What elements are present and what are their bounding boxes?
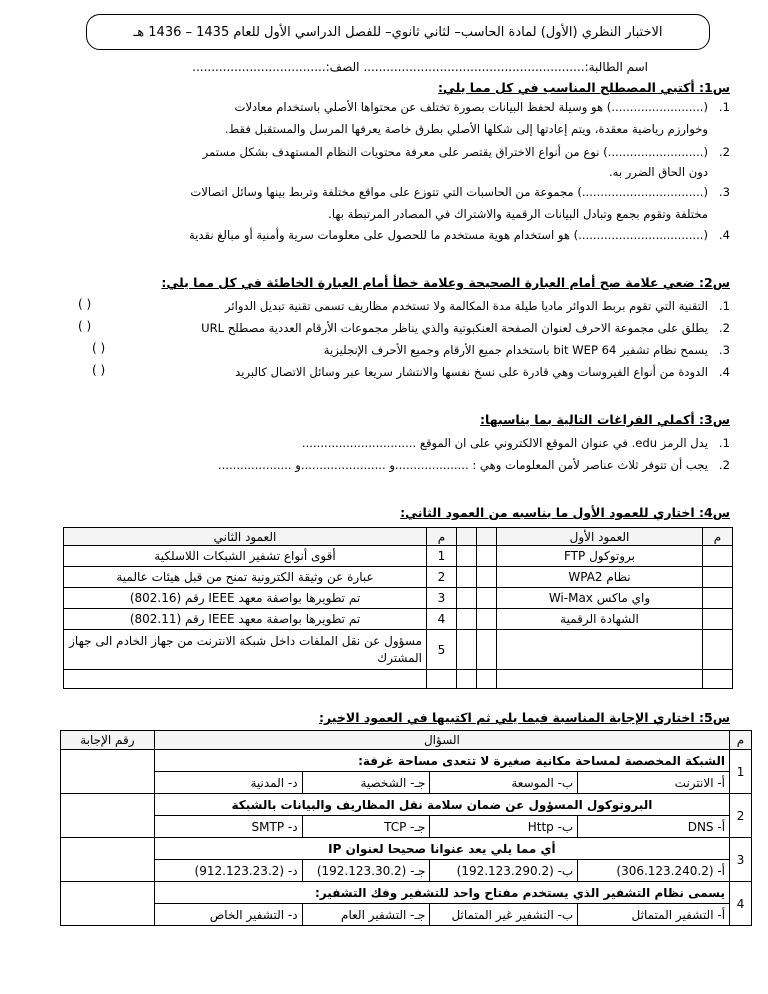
q2-text: يسمح نظام تشفير 64 bit WEP باستخدام جميع الأرقام وجميع الأحرف الإنجليزية <box>323 343 708 357</box>
q2-answer-box-1[interactable]: ( ) <box>78 297 92 311</box>
q4-blank <box>457 588 477 609</box>
q5-option[interactable]: أ- الانترنت <box>578 772 730 794</box>
q5-answer-cell[interactable] <box>61 794 155 838</box>
q1-line-1b <box>225 120 708 138</box>
q3-line-2 <box>218 456 730 474</box>
q5-header-question: السؤال <box>154 731 729 750</box>
q5-option[interactable]: د- المدنية <box>154 772 302 794</box>
student-info <box>192 60 648 74</box>
q4-cell <box>703 630 733 670</box>
q1-text: دون الحاق الضرر به. <box>608 165 708 179</box>
q4-col1-item: واي ماكس Wi-Max <box>497 588 703 609</box>
q4-col2-item: عبارة عن وثيقة الكترونية تمنح من قبل هيئات عالمية <box>64 567 427 588</box>
q5-option[interactable]: ب- Http <box>430 816 578 838</box>
q2-text: يطلق على مجموعة الاحرف لعنوان الصفحة العنكبوتية والذي يناظر مجموعات الأرقام العددية مصطلح URL <box>201 321 708 335</box>
q4-header-col1: العمود الأول <box>497 528 703 546</box>
q3-num: 1. <box>718 436 730 450</box>
q5-question: البروتوكول المسؤول عن ضمان سلامة نقل المظاريف والبيانات بالشبكة <box>154 794 729 816</box>
q5-question: الشبكة المخصصة لمساحة مكانية صغيرة لا تتعدى مساحة غرفة: <box>154 750 729 772</box>
q4-cell <box>703 567 733 588</box>
q5-option[interactable]: د- التشفير الخاص <box>154 904 302 926</box>
q5-option[interactable]: جـ- TCP <box>302 816 430 838</box>
q4-col2-item: أقوى أنواع تشفير الشبكات اللاسلكية <box>64 546 427 567</box>
q1-num: 3. <box>718 185 730 199</box>
q5-option[interactable]: أ- التشفير المتماثل <box>578 904 730 926</box>
q4-col1-item: نظام WPA2 <box>497 567 703 588</box>
q4-blank <box>457 528 477 546</box>
q5-mcq-table <box>60 730 752 926</box>
q1-line-1 <box>235 98 730 116</box>
q4-cell <box>703 609 733 630</box>
q4-col2-item: مسؤول عن نقل الملفات داخل شبكة الانترنت من جهاز الخادم الى جهاز المشترك <box>64 630 427 670</box>
q2-num: 3. <box>718 343 730 357</box>
q4-col2-num: 3 <box>427 588 457 609</box>
q2-num: 4. <box>718 365 730 379</box>
q2-answer-box-3[interactable]: ( ) <box>92 341 106 355</box>
q5-option[interactable]: ب- (192.123.290.2) <box>430 860 578 882</box>
q4-col2-num: 2 <box>427 567 457 588</box>
q5-item-num: 3 <box>730 838 752 882</box>
q4-col1-item <box>497 670 703 689</box>
q1-text: وخوارزم رياضية معقدة، ويتم إعادتها إلى شكلها الأصلي بطرق خاصة يعرفها المرسل والمستقبل فقط. <box>224 122 708 136</box>
q2-line-3 <box>324 341 730 359</box>
q5-question: يسمى نظام التشفير الذي يستخدم مفتاح واحد للتشفير وفك التشفير: <box>154 882 729 904</box>
exam-title-box <box>86 14 710 50</box>
student-class-label: الصف:................................... <box>192 60 360 74</box>
q3-num: 2. <box>718 458 730 472</box>
q4-answer-cell[interactable] <box>477 546 497 567</box>
q4-col2-num: 5 <box>427 630 457 670</box>
q1-line-3 <box>190 183 730 201</box>
q2-line-2 <box>201 319 730 337</box>
q4-answer-cell[interactable] <box>477 630 497 670</box>
q4-blank <box>457 567 477 588</box>
q5-item-num: 2 <box>730 794 752 838</box>
q4-blank <box>457 546 477 567</box>
q2-answer-box-2[interactable]: ( ) <box>78 319 92 333</box>
q4-col2-num <box>427 670 457 689</box>
q5-item-num: 4 <box>730 882 752 926</box>
q4-col2-num: 4 <box>427 609 457 630</box>
q4-answer-cell[interactable] <box>477 609 497 630</box>
q2-line-4 <box>235 363 730 381</box>
q1-text: (..........................) نوع من أنواع الاختراق يقتصر على معرفة محتويات النظام المستهدف بشكل مستمر <box>202 145 708 159</box>
q2-answer-box-4[interactable]: ( ) <box>92 363 106 377</box>
q4-blank <box>457 670 477 689</box>
q1-num: 1. <box>718 100 730 114</box>
q1-num: 4. <box>718 228 730 242</box>
q1-text: (..................................) هو استخدام هوية مستخدم ما للحصول على معلومات سرية وأمنية أو مبالغ نقدية <box>188 228 708 242</box>
q5-option[interactable]: جـ- الشخصية <box>302 772 430 794</box>
student-name-label: اسم الطالبة:.......................................................... <box>363 60 648 74</box>
q4-col1-item: بروتوكول FTP <box>497 546 703 567</box>
q2-line-1 <box>225 297 730 315</box>
q4-answer-cell[interactable] <box>477 670 497 689</box>
q2-num: 2. <box>718 321 730 335</box>
q3-text: يجب أن تتوفر ثلاث عناصر لأمن المعلومات وهي : ....................و .......................و .................... <box>217 458 708 472</box>
q4-cell <box>703 670 733 689</box>
q2-text: التقنية التي تقوم بربط الدوائر ماديا طيلة مدة المكالمة ولا تستخدم مظاريف تسمى تقنية تبديل الدوائر <box>224 299 708 313</box>
q4-col2-item: تم تطويرها بواصفة معهد IEEE رقم (802.16) <box>64 588 427 609</box>
q5-answer-cell[interactable] <box>61 750 155 794</box>
q4-col1-item <box>497 630 703 670</box>
q1-line-2b <box>609 163 708 181</box>
q4-header-m1: م <box>703 528 733 546</box>
q4-col2-num: 1 <box>427 546 457 567</box>
q4-col1-item: الشهادة الرقمية <box>497 609 703 630</box>
q4-cell <box>703 588 733 609</box>
q2-heading: س2: ضعي علامة صح أمام العبارة الصحيحة وعلامة خطأ أمام العبارة الخاطئة في كل مما يلي: <box>161 275 730 290</box>
q1-num: 2. <box>718 145 730 159</box>
q4-col2-item <box>64 670 427 689</box>
q5-answer-cell[interactable] <box>61 882 155 926</box>
q2-text: الدودة من أنواع الفيروسات وهي قادرة على نسخ نفسها والانتشار سريعا عبر وسائل الاتصال كالبريد <box>235 365 708 379</box>
q4-answer-cell[interactable] <box>477 567 497 588</box>
q3-heading: س3: أكملي الفراغات التالية بما يناسبها: <box>480 412 730 427</box>
q5-header-m: م <box>730 731 752 750</box>
q5-item-num: 1 <box>730 750 752 794</box>
q1-heading: س1: أكتبي المصطلح المناسب في كل مما يلي: <box>438 80 730 95</box>
q4-col2-item: تم تطويرها بواصفة معهد IEEE رقم (802.11) <box>64 609 427 630</box>
q4-blank <box>457 609 477 630</box>
q5-option[interactable]: د- (912.123.23.2) <box>154 860 302 882</box>
q5-question: أي مما يلي يعد عنوانا صحيحا لعنوان IP <box>154 838 729 860</box>
q1-line-3b <box>328 205 708 223</box>
q4-answer-cell[interactable] <box>477 588 497 609</box>
q4-blank <box>457 630 477 670</box>
q4-blank <box>477 528 497 546</box>
q4-matching-table <box>63 527 733 689</box>
q5-option[interactable]: ب- التشفير غير المتماثل <box>430 904 578 926</box>
q5-heading: س5: اختاري الإجابة المناسبة فيما يلي ثم اكتبيها في العمود الاخير: <box>319 710 730 725</box>
q3-text: يدل الرمز edu. في عنوان الموقع الالكتروني على ان الموقع ............................... <box>301 436 708 450</box>
q5-option[interactable]: أ- (306.123.240.2) <box>578 860 730 882</box>
q1-text: (.........................) هو وسيلة لحفظ البيانات بصورة تختلف عن محتواها الأصلي باستخدام معادلات <box>234 100 708 114</box>
q5-option[interactable]: أ- DNS <box>578 816 730 838</box>
q4-header-m2: م <box>427 528 457 546</box>
q2-num: 1. <box>718 299 730 313</box>
q5-option[interactable]: جـ- التشفير العام <box>302 904 430 926</box>
q1-line-2 <box>203 143 730 161</box>
q5-header-answer: رقم الإجابة <box>61 731 155 750</box>
q4-heading: س4: اختاري للعمود الأول ما يناسبه من العمود الثاني: <box>400 505 730 520</box>
q4-cell <box>703 546 733 567</box>
q1-text: (.................................) مجموعة من الحاسبات التي تتوزع على مواقع مختلفة وتربط بينها وسائل اتصالات <box>190 185 708 199</box>
q3-line-1 <box>302 434 730 452</box>
q5-option[interactable]: ب- الموسعة <box>430 772 578 794</box>
q5-option[interactable]: د- SMTP <box>154 816 302 838</box>
q4-header-col2: العمود الثاني <box>64 528 427 546</box>
q5-answer-cell[interactable] <box>61 838 155 882</box>
q1-text: مختلفة وتقوم بجمع وتبادل البيانات الرقمية والاشتراك في المصادر المرتبطة بها. <box>328 207 708 221</box>
q1-line-4 <box>189 226 730 244</box>
q5-option[interactable]: جـ- (192.123.30.2) <box>302 860 430 882</box>
exam-title: الاختبار النظري (الأول) لمادة الحاسب– لثاني ثانوي– للفصل الدراسي الأول للعام 1435 – 1436 هـ <box>133 24 663 40</box>
